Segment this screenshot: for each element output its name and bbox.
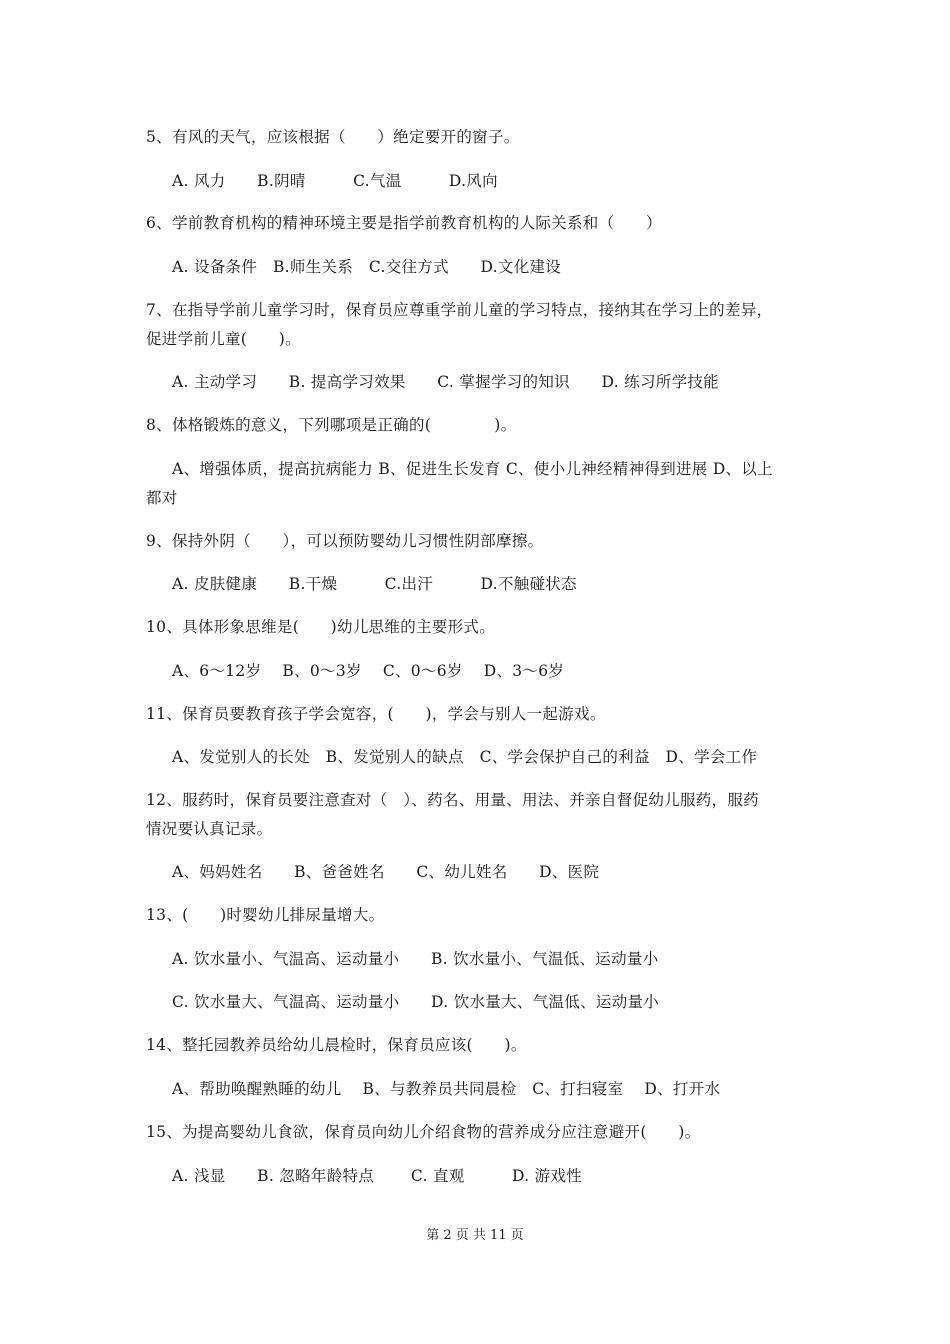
question-13-stem: 13、( )时婴幼儿排尿量增大。: [146, 906, 385, 924]
question-5-stem: 5、有风的天气，应该根据（ ）绝定要开的窗子。: [146, 128, 520, 146]
question-8-stem: 8、体格锻炼的意义，下列哪项是正确的( )。: [146, 416, 517, 434]
question-9-options: A. 皮肤健康 B.干燥 C.出汗 D.不触碰状态: [172, 575, 577, 593]
question-7-stem-line2: 促进学前儿童( )。: [146, 330, 301, 348]
question-6-stem: 6、学前教育机构的精神环境主要是指学前教育机构的人际关系和（ ）: [146, 214, 662, 232]
question-15-options: A. 浅显 B. 忽略年龄特点 C. 直观 D. 游戏性: [172, 1167, 583, 1185]
page-number-footer: 第 2 页 共 11 页: [426, 1228, 524, 1243]
question-8-options-line1: A、增强体质，提高抗病能力 B、促进生长发育 C、使小儿神经精神得到进展 D、以上: [172, 460, 773, 478]
question-5-options: A. 风力 B.阴晴 C.气温 D.风向: [172, 172, 498, 190]
question-11-options: A、发觉别人的长处 B、发觉别人的缺点 C、学会保护自己的利益 D、学会工作: [172, 748, 758, 766]
question-12-stem-line1: 12、服药时，保育员要注意查对（ ）、药名、用量、用法、并亲自督促幼儿服药，服药: [146, 791, 759, 809]
question-9-stem: 9、保持外阴（ ），可以预防婴幼儿习惯性阴部摩擦。: [146, 532, 544, 550]
question-10-options: A、6～12岁 B、0～3岁 C、0～6岁 D、3～6岁: [172, 662, 565, 680]
question-7-stem-line1: 7、在指导学前儿童学习时，保育员应尊重学前儿童的学习特点，接纳其在学习上的差异，: [146, 301, 773, 319]
question-13-options-line1: A. 饮水量小、气温高、运动量小 B. 饮水量小、气温低、运动量小: [172, 950, 659, 968]
question-10-stem: 10、具体形象思维是( )幼儿思维的主要形式。: [146, 618, 496, 636]
question-12-stem-line2: 情况要认真记录。: [146, 820, 273, 838]
question-8-options-line2: 都对: [146, 489, 178, 507]
question-14-stem: 14、整托园教养员给幼儿晨检时，保育员应该( )。: [146, 1036, 527, 1054]
question-14-options: A、帮助唤醒熟睡的幼儿 B、与教养员共同晨检 C、打扫寝室 D、打开水: [172, 1080, 721, 1098]
question-13-options-line2: C. 饮水量大、气温高、运动量小 D. 饮水量大、气温低、运动量小: [172, 993, 660, 1011]
question-7-options: A. 主动学习 B. 提高学习效果 C. 掌握学习的知识 D. 练习所学技能: [172, 373, 719, 391]
question-11-stem: 11、保育员要教育孩子学会宽容，( )，学会与别人一起游戏。: [146, 705, 606, 723]
question-15-stem: 15、为提高婴幼儿食欲，保育员向幼儿介绍食物的营养成分应注意避开( )。: [146, 1123, 701, 1141]
question-12-options: A、妈妈姓名 B、爸爸姓名 C、幼儿姓名 D、医院: [172, 863, 600, 881]
question-6-options: A. 设备条件 B.师生关系 C.交往方式 D.文化建设: [172, 258, 562, 276]
